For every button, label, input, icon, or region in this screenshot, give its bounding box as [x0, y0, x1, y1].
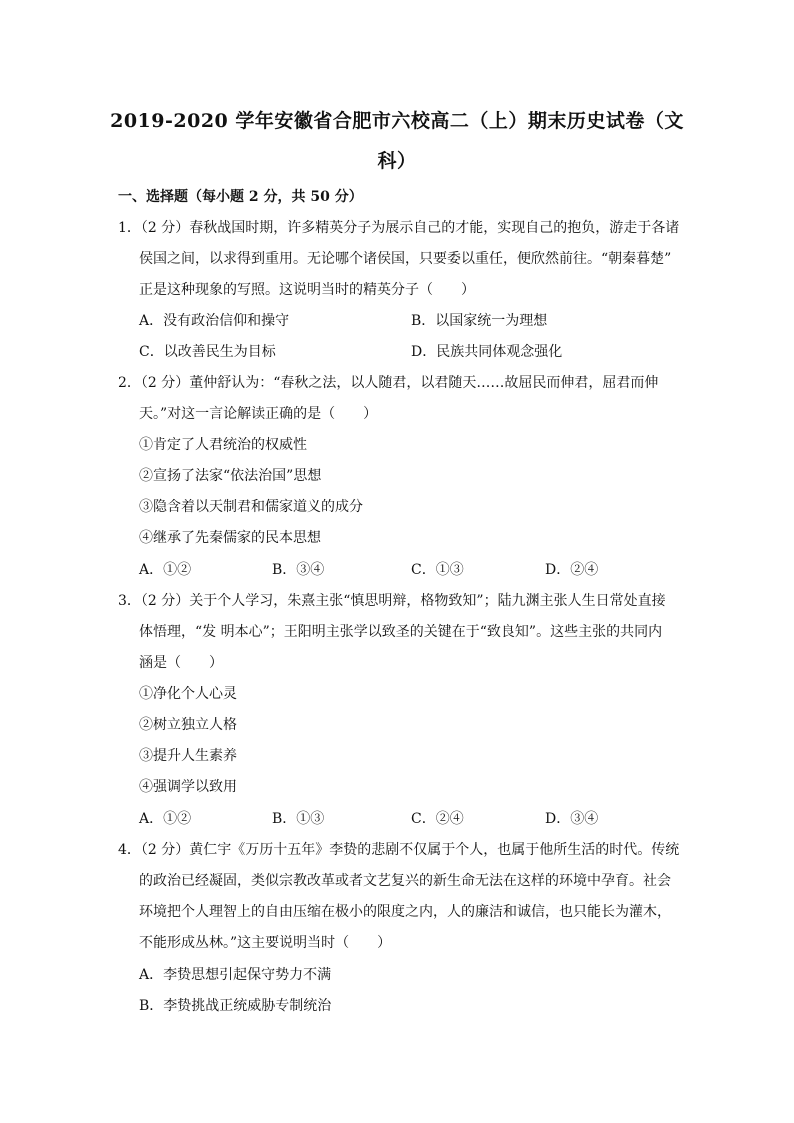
question-1-line-3: 正是这种现象的写照。这说明当时的精英分子（ ） [139, 282, 475, 298]
question-2-line-2: 天。”对这一言论解读正确的是（ ） [139, 406, 378, 422]
section-heading: 一、选择题（每小题 2 分，共 50 分） [118, 189, 363, 205]
question-4-line-2: 的政治已经凝固，类似宗教改革或者文艺复兴的新生命无法在这样的环境中孕育。社会 [139, 873, 671, 889]
exam-title-line-1: 2019-2020 学年安徽省合肥市六校高二（上）期末历史试卷（文 [110, 110, 684, 132]
question-4-line-1: 4．（2 分）黄仁宇《万历十五年》李贽的悲剧不仅属于个人，也属于他所生活的时代。传统 [118, 842, 680, 858]
question-2-option-b: B．③④ [272, 562, 325, 578]
question-2-option-c: C．①③ [411, 562, 464, 578]
question-3-option-b: B．①③ [272, 811, 325, 827]
question-2-item-1: ①肯定了人君统治的权威性 [139, 437, 307, 453]
question-3-line-1: 3．（2 分）关于个人学习，朱熹主张“慎思明辩，格物致知”；陆九渊主张人生日常处直接 [118, 593, 666, 609]
question-4-option-a: A．李贽思想引起保守势力不满 [139, 967, 332, 983]
question-1-option-c: C．以改善民生为目标 [139, 344, 276, 360]
question-2-option-a: A．①② [139, 562, 192, 578]
question-1-line-2: 侯国之间，以求得到重用。无论哪个诸侯国，只要委以重任，便欣然前往。“朝秦暮楚” [139, 251, 672, 267]
question-2-item-4: ④继承了先秦儒家的民本思想 [139, 530, 321, 546]
question-2-option-d: D．②④ [545, 562, 599, 578]
question-3-item-1: ①净化个人心灵 [139, 686, 237, 702]
question-3-item-4: ④强调学以致用 [139, 779, 237, 795]
question-3-option-d: D．③④ [545, 811, 599, 827]
question-3-line-3: 涵是（ ） [139, 655, 223, 671]
question-1-option-b: B．以国家统一为理想 [411, 313, 548, 329]
question-4-line-4: 不能形成丛林。”这主要说明当时（ ） [139, 935, 392, 951]
question-4-option-b: B．李贽挑战正统威胁专制统治 [139, 998, 332, 1014]
question-2-item-2: ②宣扬了法家“依法治国”思想 [139, 468, 322, 484]
question-3-line-2: 体悟理，“发 明本心”；王阳明主张学以致圣的关键在于“致良知”。这些主张的共同内 [139, 624, 663, 640]
question-3-item-3: ③提升人生素养 [139, 748, 237, 764]
question-3-item-2: ②树立独立人格 [139, 717, 237, 733]
question-2-item-3: ③隐含着以天制君和儒家道义的成分 [139, 499, 363, 515]
question-1-option-a: A．没有政治信仰和操守 [139, 313, 290, 329]
question-3-option-a: A．①② [139, 811, 192, 827]
question-2-line-1: 2．（2 分）董仲舒认为：“春秋之法，以人随君，以君随天……故屈民而伸君，屈君而伸 [118, 375, 659, 391]
question-1-option-d: D．民族共同体观念强化 [411, 344, 563, 360]
question-4-line-3: 环境把个人理智上的自由压缩在极小的限度之内，人的廉洁和诚信，也只能长为灌木， [139, 904, 671, 920]
question-1-line-1: 1．（2 分）春秋战国时期，许多精英分子为展示自己的才能，实现自己的抱负，游走于各诸 [118, 220, 680, 236]
question-3-option-c: C．②④ [411, 811, 464, 827]
exam-title-line-2: 科） [377, 150, 417, 172]
